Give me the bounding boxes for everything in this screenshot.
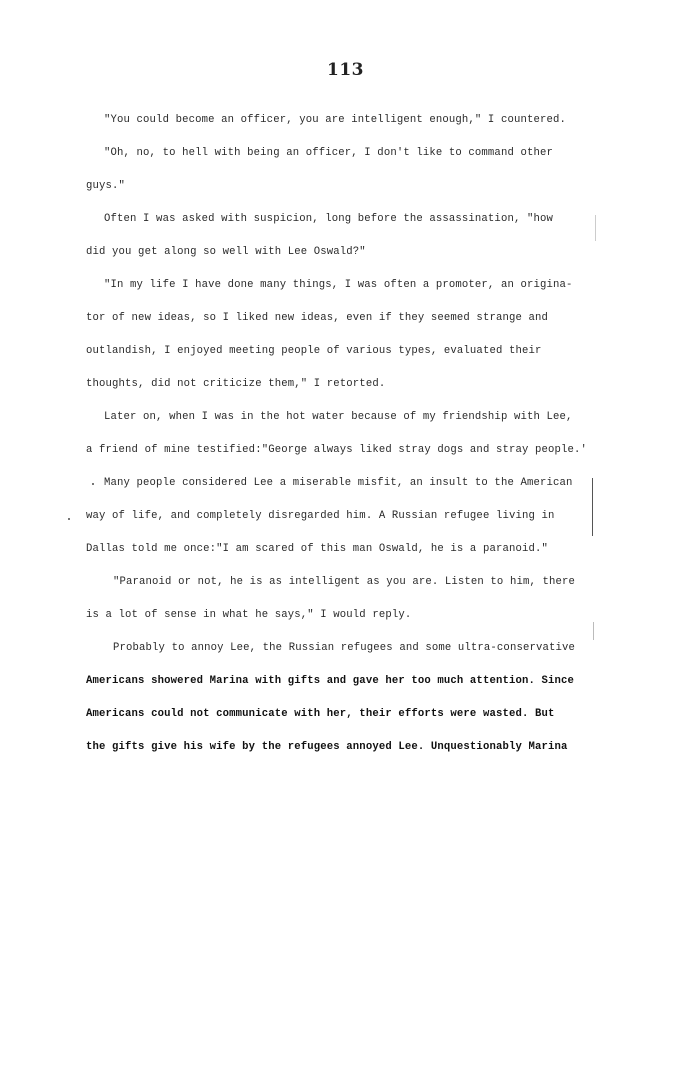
text-line-15: "Paranoid or not, he is as intelligent as you are. Listen to him, there — [113, 576, 576, 588]
text-line-20: the gifts give his wife by the refugees annoyed Lee. Unquestionably Marina — [86, 741, 568, 753]
text-line-9: thoughts, did not criticize them," I retorted. — [86, 378, 386, 390]
text-line-5: did you get along so well with Lee Oswald?" — [86, 246, 366, 258]
text-line-14: Dallas told me once:"I am scared of this man Oswald, he is a paranoid." — [86, 543, 549, 555]
text-line-17: Probably to annoy Lee, the Russian refugees and some ultra-conservative — [113, 642, 576, 654]
text-line-12: Many people considered Lee a miserable misfit, an insult to the American — [104, 477, 573, 489]
text-line-2: "Oh, no, to hell with being an officer, I don't like to command other — [104, 147, 554, 159]
text-line-6: "In my life I have done many things, I was often a promoter, an origina- — [104, 279, 573, 291]
text-line-18: Americans showered Marina with gifts and gave her too much attention. Since — [86, 675, 575, 687]
text-line-3: guys." — [86, 180, 126, 192]
text-line-10: Later on, when I was in the hot water because of my friendship with Lee, — [104, 411, 573, 423]
scan-mark — [92, 483, 94, 485]
page-number: 113 — [327, 60, 364, 80]
text-line-1: "You could become an officer, you are intelligent enough," I countered. — [104, 114, 567, 126]
scan-mark — [68, 518, 70, 520]
text-line-4: Often I was asked with suspicion, long before the assassination, "how — [104, 213, 554, 225]
text-line-7: tor of new ideas, so I liked new ideas, even if they seemed strange and — [86, 312, 549, 324]
text-line-13: way of life, and completely disregarded him. A Russian refugee living in — [86, 510, 555, 522]
text-line-16: is a lot of sense in what he says," I would reply. — [86, 609, 412, 621]
text-line-8: outlandish, I enjoyed meeting people of various types, evaluated their — [86, 345, 542, 357]
scan-mark — [595, 215, 596, 241]
scan-mark — [593, 622, 594, 640]
text-line-11: a friend of mine testified:"George always liked stray dogs and stray people.' — [86, 444, 588, 456]
scan-mark — [592, 478, 593, 536]
text-line-19: Americans could not communicate with her, their efforts were wasted. But — [86, 708, 555, 720]
